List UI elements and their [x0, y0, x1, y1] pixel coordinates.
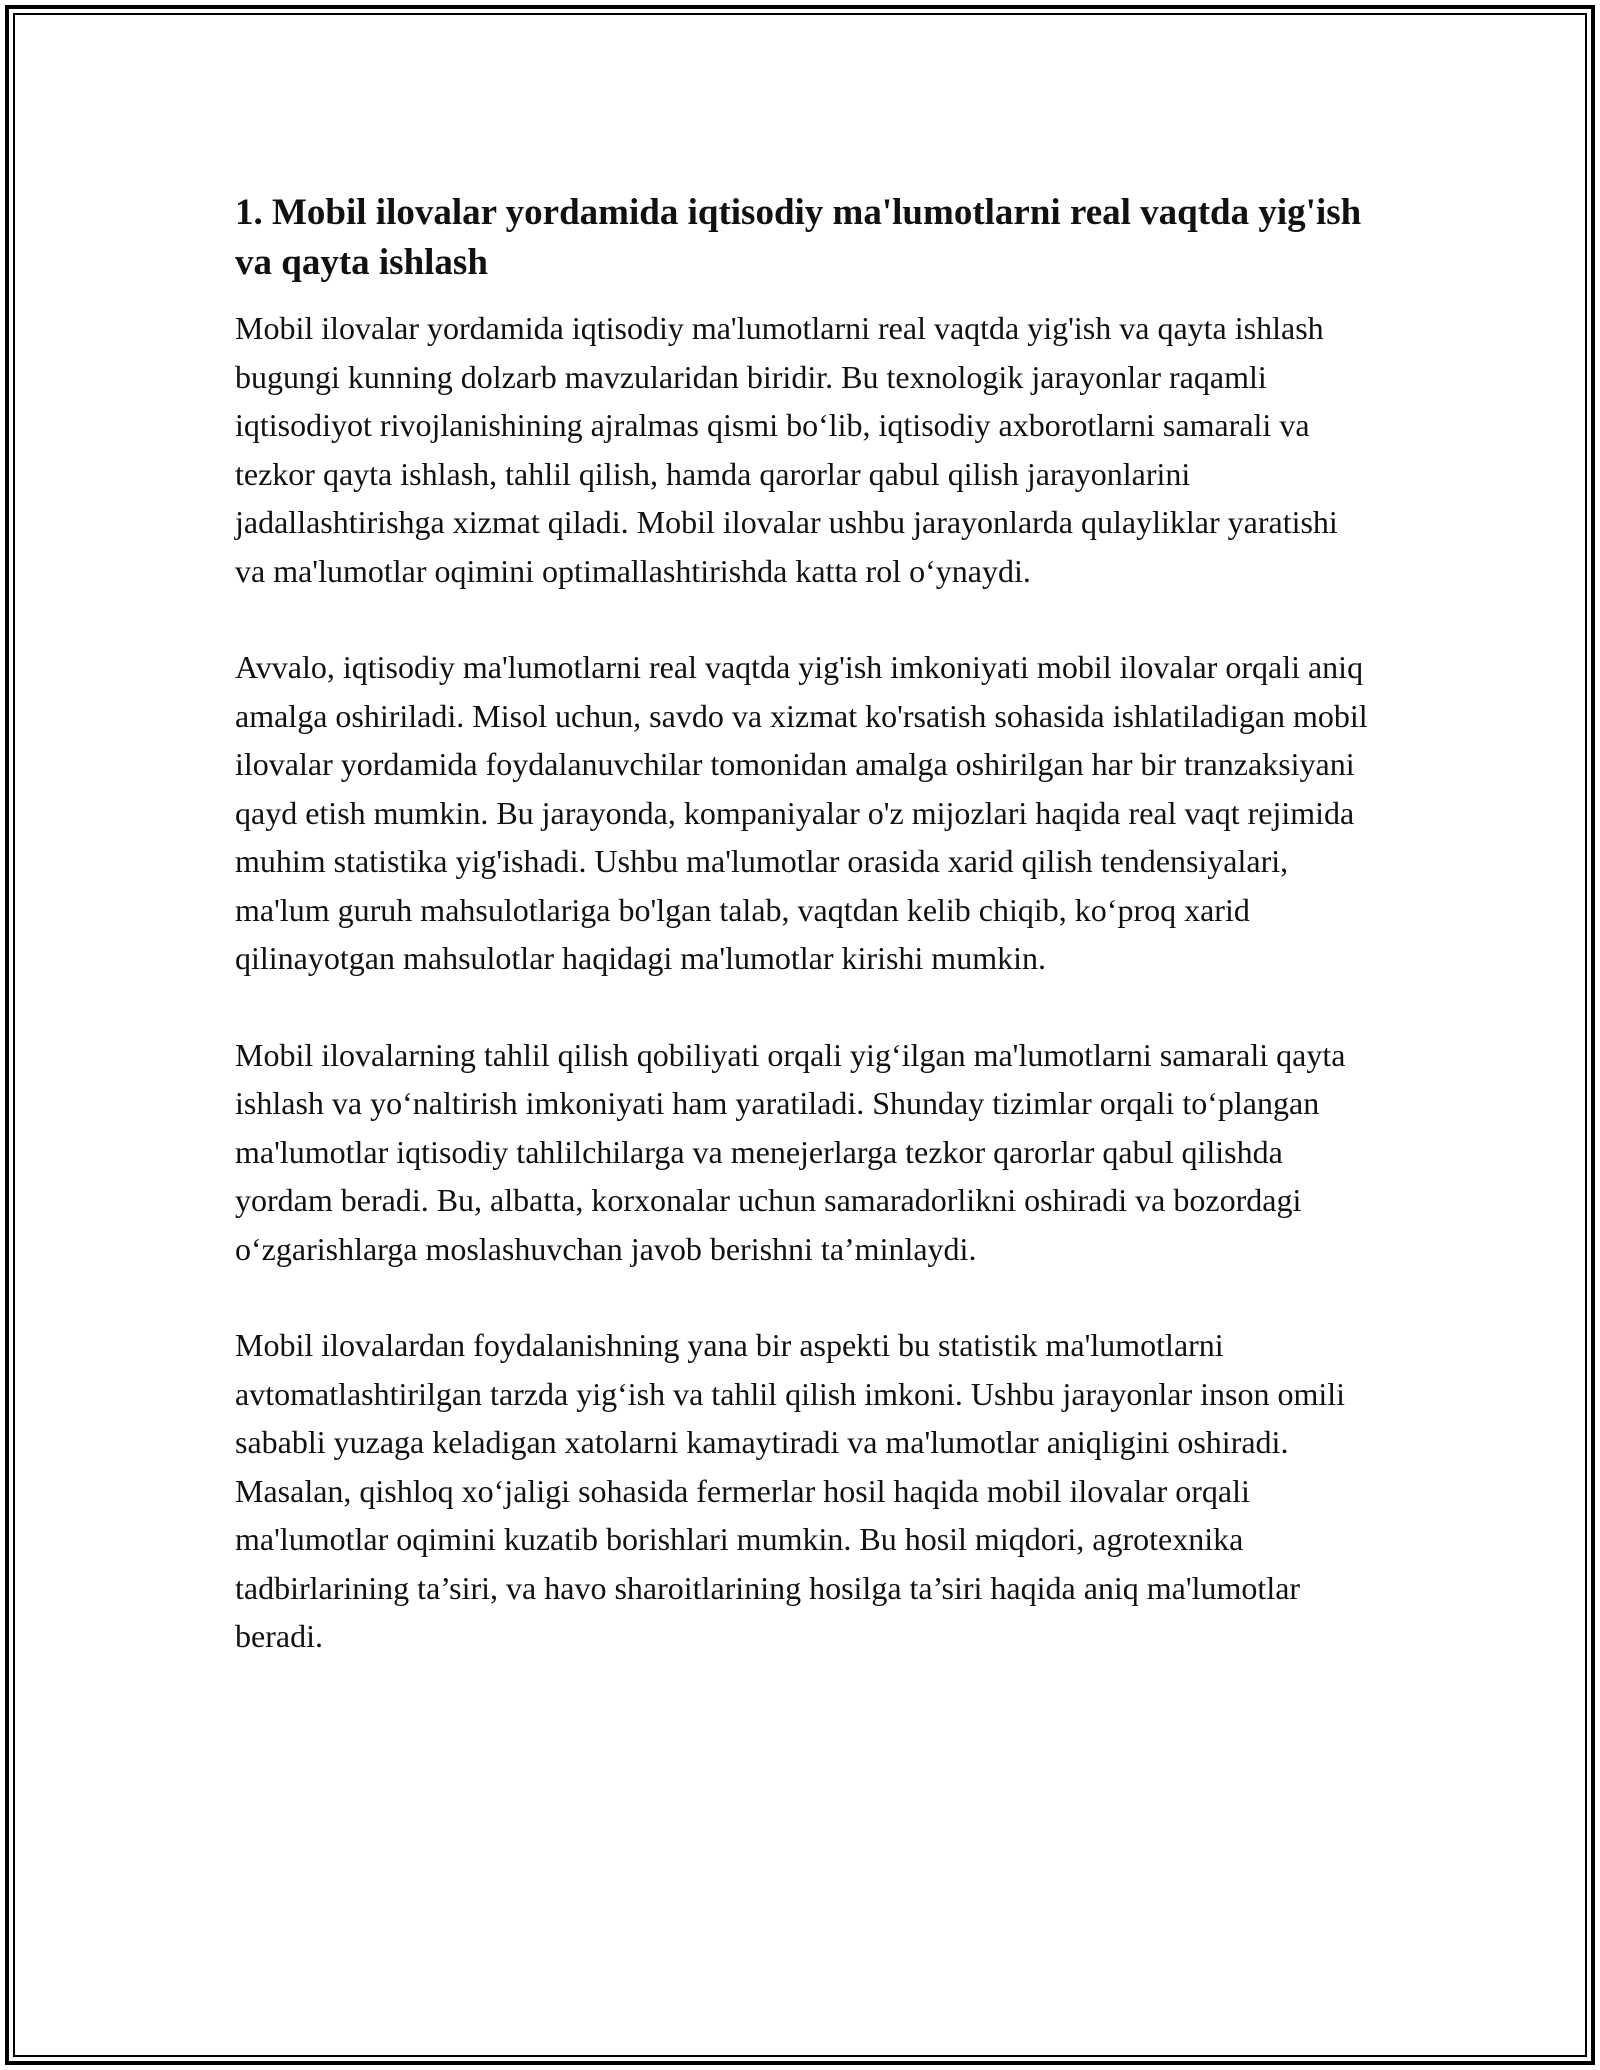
section-title: 1. Mobil ilovalar yordamida iqtisodiy ma'lumotlarni real vaqtda yig'ish va qayta ishlash [235, 192, 1362, 283]
paragraph-3: Mobil ilovalarning tahlil qilish qobiliyati orqali yig‘ilgan ma'lumotlarni samarali qayta ishlash va yo‘naltirish imkoniyati ham yaratiladi. Shunday tizimlar orqali to‘plangan ma'lumotlar iqtisodiy tahlilchilarga va menejerlarga tezkor qarorlar qabul qilishda yordam beradi. Bu, albatta, korxonalar uchun samaradorlikni oshiradi va bozordagi o‘zgarishlarga moslashuvchan javob berishni ta’minlaydi. [235, 1036, 1346, 1267]
paragraph-1: Mobil ilovalar yordamida iqtisodiy ma'lumotlarni real vaqtda yig'ish va qayta ishlash bugungi kunning dolzarb mavzularidan biridir. Bu texnologik jarayonlar raqamli iqtisodiyot rivojlanishining ajralmas qismi bo‘lib, iqtisodiy axborotlarni samarali va tezkor qayta ishlash, tahlil qilish, hamda qarorlar qabul qilish jarayonlarini jadallashtirishga xizmat qiladi. Mobil ilovalar ushbu jarayonlarda qulayliklar yaratishi va ma'lumotlar oqimini optimallashtirishda katta rol o‘ynaydi. [235, 310, 1338, 589]
paragraph-4: Mobil ilovalardan foydalanishning yana bir aspekti bu statistik ma'lumotlarni avtomatlashtirilgan tarzda yig‘ish va tahlil qilish imkoni. Ushbu jarayonlar inson omili sababli yuzaga keladigan xatolarni kamaytiradi va ma'lumotlar aniqligini oshiradi. Masalan, qishloq xo‘jaligi sohasida fermerlar hosil haqida mobil ilovalar orqali ma'lumotlar oqimini kuzatib borishlari mumkin. Bu hosil miqdori, agrotexnika tadbirlarining ta’siri, va havo sharoitlarining hosilga ta’siri haqida aniq ma'lumotlar beradi. [235, 1327, 1346, 1654]
paragraph-2: Avvalo, iqtisodiy ma'lumotlarni real vaqtda yig'ish imkoniyati mobil ilovalar orqali aniq amalga oshiriladi. Misol uchun, savdo va xizmat ko'rsatish sohasida ishlatiladigan mobil ilovalar yordamida foydalanuvchilar tomonidan amalga oshirilgan har bir tranzaksiyani qayd etish mumkin. Bu jarayonda, kompaniyalar o'z mijozlari haqida real vaqt rejimida muhim statistika yig'ishadi. Ushbu ma'lumotlar orasida xarid qilish tendensiyalari, ma'lum guruh mahsulotlariga bo'lgan talab, vaqtdan kelib chiqib, ko‘proq xarid qilinayotgan mahsulotlar haqidagi ma'lumotlar kirishi mumkin. [235, 649, 1368, 976]
document-body [235, 188, 1375, 1661]
